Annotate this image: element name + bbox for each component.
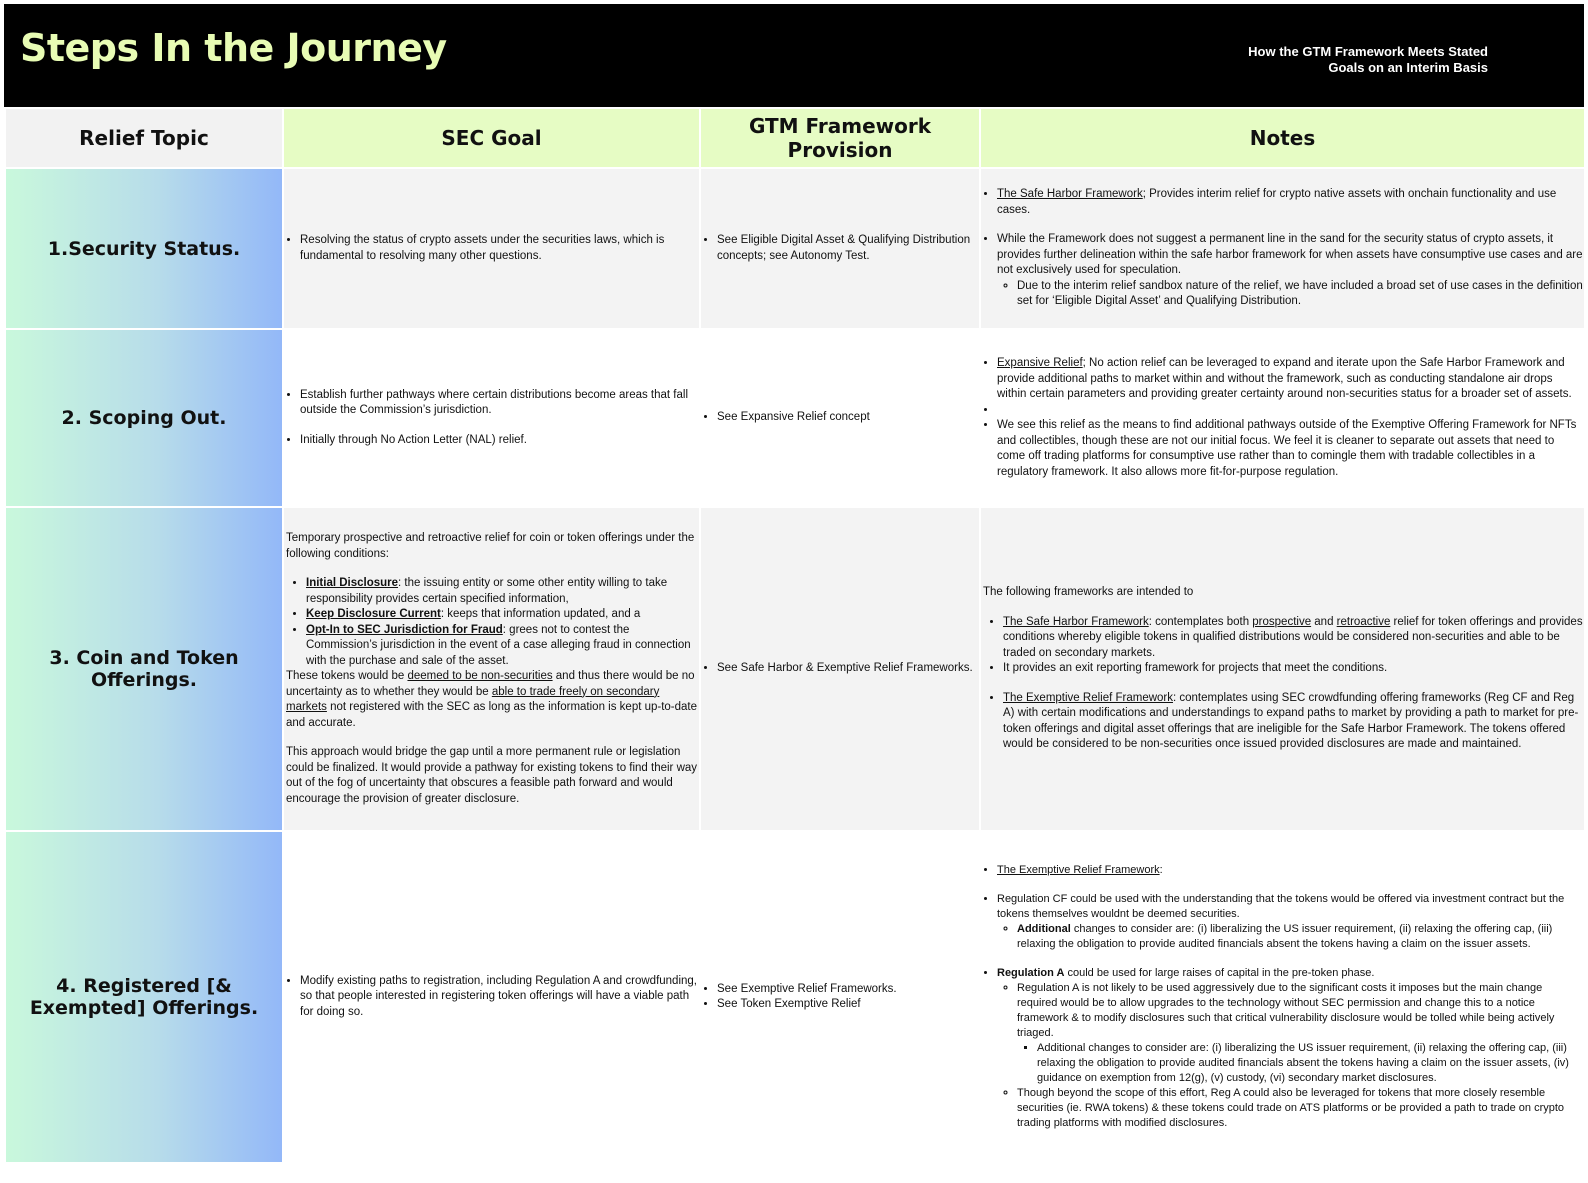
list-item: • See Token Exemptive Relief <box>717 997 979 1013</box>
underlined-text: retroactive <box>1336 615 1391 628</box>
list-item: ▪ Additional changes to consider are: (i) liberalizing the US issuer requirement, (ii) relaxing the offering cap, (iii) relaxing the obligation to provide audited financials absent the tokens having a claim on the issuer assets, (iv) guidance on exemption from 12(g), (v) custody, (vi) secondary market disclosures. <box>1037 1041 1584 1086</box>
text: changes to consider are: (i) liberalizing the US issuer requirement, (ii) relaxing the offering cap, (iii) relaxing the obligation to provide audited financials absent the tokens having a claim on the issuer assets. <box>1017 923 1553 950</box>
sec-goal-cell <box>283 507 700 831</box>
list-item <box>1003 691 1584 753</box>
list-item <box>1017 922 1584 952</box>
exemptive-relief-link[interactable]: The Exemptive Relief Framework <box>1003 691 1173 704</box>
sec-goal-cell <box>283 329 700 507</box>
note-text: ; Provides interim relief for crypto native assets with onchain functionality and use cases. <box>997 188 1557 216</box>
notes-cell <box>980 831 1585 1163</box>
column-header-gtm-provision: GTM Framework Provision <box>700 108 980 168</box>
journey-table <box>4 107 1586 1164</box>
notes-cell <box>980 168 1585 329</box>
bold-text: Additional <box>1017 923 1074 935</box>
list-item <box>997 863 1584 878</box>
goal-paragraph <box>286 669 699 731</box>
notes-cell <box>980 507 1585 831</box>
list-item: • See Exemptive Relief Frameworks. <box>717 982 979 998</box>
empty-list-item <box>997 403 1584 419</box>
list-item <box>997 187 1584 218</box>
expansive-relief-link[interactable]: Expansive Relief <box>997 357 1083 369</box>
notes-cell <box>980 329 1585 507</box>
text: and thus there would be no uncertainty as to whether they would be <box>286 670 695 698</box>
list-item: • Initially through No Action Letter (NAL) relief. <box>300 433 699 449</box>
list-item <box>306 607 699 623</box>
column-header-relief-topic: Relief Topic <box>5 108 283 168</box>
exemptive-relief-link[interactable]: The Exemptive Relief Framework <box>997 864 1160 876</box>
list-item <box>306 576 699 607</box>
condition-label: Opt-In to SEC Jurisdiction for Fraud <box>306 623 503 636</box>
underlined-text: deemed to be non-securities <box>407 670 553 682</box>
column-header-notes: Notes <box>980 108 1585 168</box>
goal-intro: Temporary prospective and retroactive relief for coin or token offerings under the following conditions: <box>286 532 695 560</box>
header-bar <box>4 4 1584 107</box>
list-item: ◦ Though beyond the scope of this effort, Reg A could also be leveraged for tokens that more closely resemble securities (ie. RWA tokens) & these tokens could trade on ATS platforms or be provided a path to trade on crypto trading platforms with modified disclosures. <box>1017 1086 1584 1131</box>
text: not registered with the SEC as long as the information is kept up-to-date and accurate. <box>286 701 698 729</box>
sec-goal-cell <box>283 168 700 329</box>
goal-paragraph: This approach would bridge the gap until a more permanent rule or legislation could be finalized. It would provide a pathway for existing tokens to find their way out of the fog of uncertainty that obscures a feasible path forward and would encourage the provision of greater disclosure. <box>286 746 698 805</box>
text: These tokens would be <box>286 670 408 682</box>
list-item: • See Safe Harbor & Exemptive Relief Frameworks. <box>717 661 979 677</box>
safe-harbor-link[interactable]: The Safe Harbor Framework <box>997 188 1143 201</box>
text: could be used for large raises of capital in the pre-token phase. <box>1064 967 1375 979</box>
list-item: • Establish further pathways where certain distributions become areas that fall outside the Commission’s jurisdiction. <box>300 388 699 419</box>
relief-topic-cell: 3. Coin and Token Offerings. <box>5 507 283 831</box>
list-item: • Regulation CF could be used with the understanding that the tokens would be offered via investment contract but the tokens themselves wouldnt be deemed securities. <box>997 892 1584 922</box>
condition-label: Initial Disclosure <box>306 577 399 589</box>
safe-harbor-link[interactable]: The Safe Harbor Framework <box>1003 615 1149 628</box>
underlined-text: able to trade freely on secondary markets <box>286 685 660 713</box>
provision-cell <box>700 329 980 507</box>
subtitle-line-2: Goals on an Interim Basis <box>1328 60 1488 75</box>
condition-label: Keep Disclosure Current <box>306 608 441 620</box>
relief-topic-cell: 2. Scoping Out. <box>5 329 283 507</box>
table-row <box>5 831 1585 1163</box>
page-subtitle <box>1168 44 1488 76</box>
text: and <box>1311 615 1337 628</box>
list-item <box>306 623 699 670</box>
table-row <box>5 507 1585 831</box>
provision-cell <box>700 168 980 329</box>
list-item: • See Expansive Relief concept <box>717 410 979 426</box>
list-item: ◦ Due to the interim relief sandbox nature of the relief, we have included a broad set of use cases in the definition set for ‘Eligible Digital Asset’ and Qualifying Distribution. <box>1017 279 1584 310</box>
notes-intro: The following frameworks are intended to <box>983 586 1194 599</box>
list-item: • It provides an exit reporting framework for projects that meet the conditions. <box>1003 661 1584 677</box>
relief-topic-cell: 4. Registered [& Exempted] Offerings. <box>5 831 283 1163</box>
subtitle-line-1: How the GTM Framework Meets Stated <box>1248 44 1488 59</box>
list-item: • We see this relief as the means to find additional pathways outside of the Exemptive Offering Framework for NFTs and collectibles, though these are not our initial focus. We feel it is cleaner to separate out assets that need to come off trading platforms for consumptive use rather than to comingle them with tradable collectibles in a regulatory framework. It also allows more fit-for-purpose regulation. <box>997 418 1584 480</box>
list-item: • See Eligible Digital Asset & Qualifying Distribution concepts; see Autonomy Test. <box>717 233 979 264</box>
table-header-row <box>5 108 1585 168</box>
provision-cell <box>700 831 980 1163</box>
table-row <box>5 329 1585 507</box>
text: : contemplates using SEC crowdfunding offering frameworks (Reg CF and Reg A) with certain modifications and understandings to expand paths to market by providing a path to market for pre-token offerings and digital asset offerings that are ineligible for the Safe Harbor Framework. The tokens offered would be considered to be non-securities once issued provided disclosures are made and maintained. <box>1003 691 1579 751</box>
text: : contemplates both <box>1148 615 1253 628</box>
text: : <box>1159 864 1163 876</box>
list-item: • Resolving the status of crypto assets under the securities laws, which is fundamental to resolving many other questions. <box>300 233 699 264</box>
list-item <box>997 966 1584 981</box>
list-item <box>1003 615 1584 662</box>
condition-text: : keeps that information updated, and a <box>440 608 641 620</box>
list-item: ◦ Regulation A is not likely to be used aggressively due to the significant costs it imposes but the main change required would be to allow upgrades to the technology without SEC permission and change this to a notice framework & to modify disclosures such that critical vulnerability disclosure would be tolled while being actively triaged. <box>1017 981 1584 1041</box>
sec-goal-cell <box>283 831 700 1163</box>
page-title: Steps In the Journey <box>20 26 447 70</box>
condition-text: : grees not to contest the Commission’s jurisdiction in the event of a case alleging fraud in connection with the purchase and sale of the asset. <box>306 623 691 667</box>
relief-topic-cell: 1.Security Status. <box>5 168 283 329</box>
list-item <box>997 356 1584 403</box>
provision-cell <box>700 507 980 831</box>
list-item: • While the Framework does not suggest a permanent line in the sand for the security status of crypto assets, it provides further delineation within the safe harbor framework for when assets have consumptive use cases and are not exclusively used for speculation. <box>997 232 1584 279</box>
bold-text: Regulation A <box>997 967 1065 979</box>
note-text: ; No action relief can be leveraged to expand and iterate upon the Safe Harbor Framework and provide additional paths to market within and without the framework, such as conducting standalone air drops within certain parameters and providing greater certainty around non-securities status for a broader set of assets. <box>997 357 1572 400</box>
list-item: • Modify existing paths to registration, including Regulation A and crowdfunding, so that people interested in registering token offerings will have a viable path for doing so. <box>300 974 699 1021</box>
text: relief for token offerings and provides conditions whereby eligible tokens in qualified distributions would be considered non-securities and able to be traded on secondary markets. <box>1003 615 1583 659</box>
condition-text: : the issuing entity or some other entity willing to take responsibility provides certain specified information, <box>306 577 668 605</box>
table-row <box>5 168 1585 329</box>
column-header-sec-goal: SEC Goal <box>283 108 700 168</box>
underlined-text: prospective <box>1252 615 1312 628</box>
